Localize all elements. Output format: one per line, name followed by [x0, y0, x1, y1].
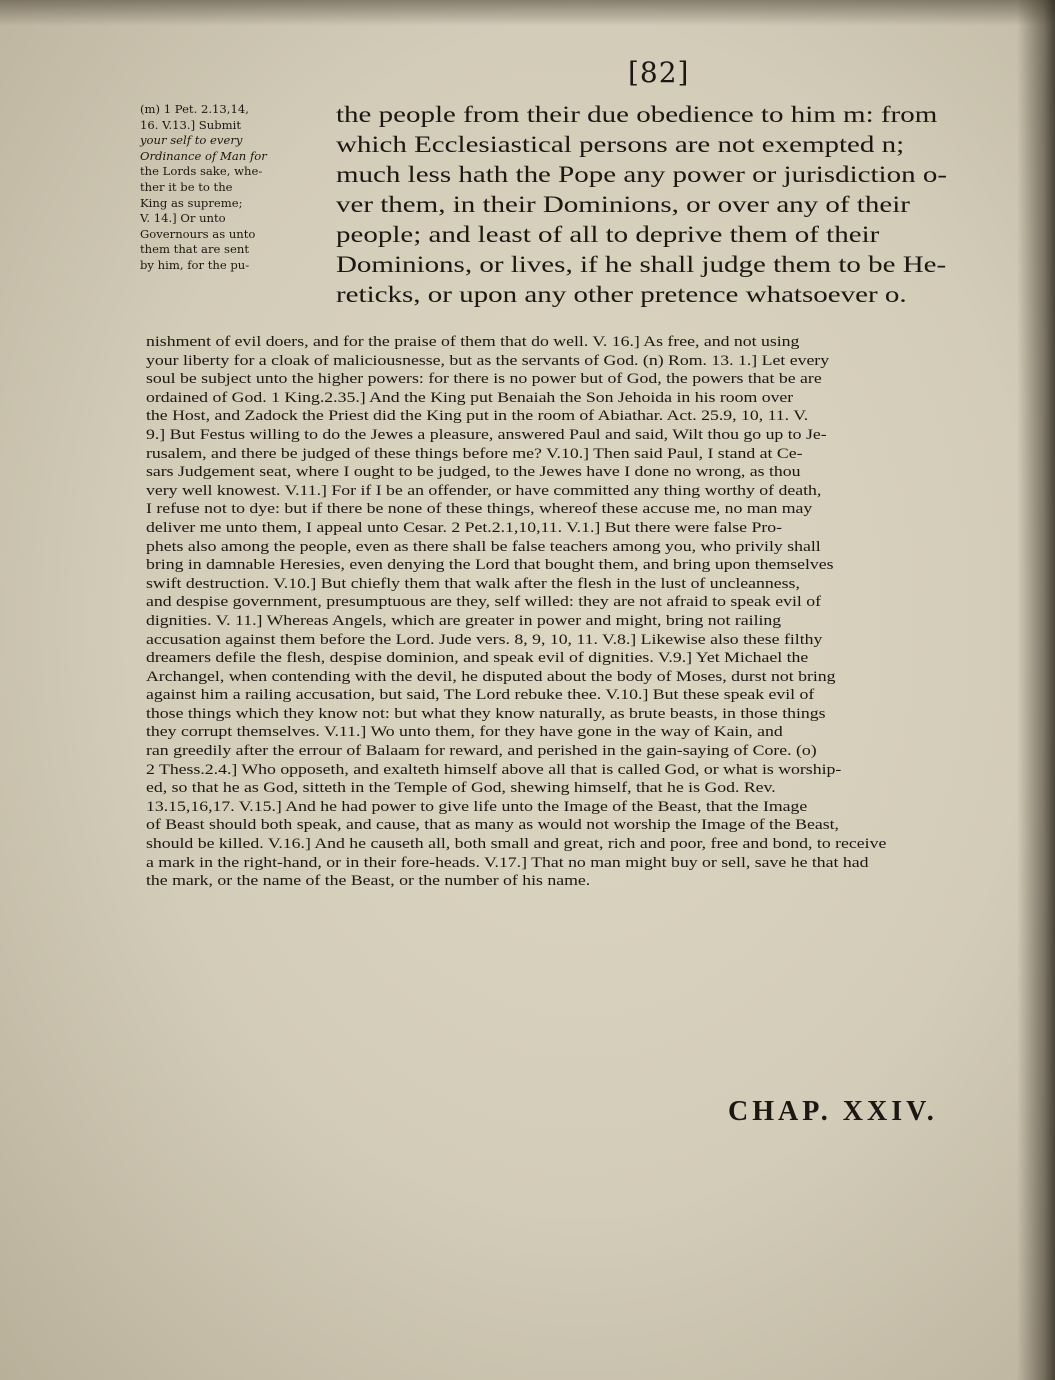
margin-note-line: the Lords sake, whe-	[140, 164, 263, 179]
margin-note	[140, 102, 328, 274]
footnote-line: accusation against them before the Lord. Jude vers. 8, 9, 10, 11. V.8.] Likewise also these filthy	[146, 631, 823, 648]
footnote-line: dreamers defile the flesh, despise dominion, and speak evil of dignities. V.9.] Yet Michael the	[146, 650, 809, 667]
footnote-line: should be killed. V.16.] And he causeth all, both small and great, rich and poor, free and bond, to receive	[146, 836, 887, 853]
margin-note-line: V. 14.] Or unto	[140, 211, 226, 226]
footnote-line: a mark in the right-hand, or in their fore-heads. V.17.] That no man might buy or sell, save he that had	[146, 854, 869, 871]
footnote-line: nishment of evil doers, and for the praise of them that do well. V. 16.] As free, and not using	[146, 334, 800, 350]
footnote-line: dignities. V. 11.] Whereas Angels, which are greater in power and might, bring not railing	[146, 612, 782, 629]
footnote-line: your liberty for a cloak of maliciousnesse, but as the servants of God. (n) Rom. 13. 1.] Let every	[146, 352, 830, 369]
margin-note-line: ther it be to the	[140, 179, 233, 194]
margin-note-line: Governours as unto	[140, 226, 256, 241]
main-text-block	[336, 100, 984, 310]
footnote-line: rusalem, and there be judged of these things before me? V.10.] Then said Paul, I stand at Ce-	[146, 445, 803, 462]
margin-note-line: (m) 1 Pet. 2.13,14,	[140, 102, 249, 116]
margin-note-line: them that are sent	[140, 242, 249, 257]
margin-note-line: 16. V.13.] Submit	[140, 117, 241, 132]
footnote-line: very well knowest. V.11.] For if I be an offender, or have committed any thing worthy of death,	[146, 482, 822, 499]
main-text-line: which Ecclesiastical persons are not exempted n;	[336, 132, 905, 158]
footnote-block	[146, 333, 992, 891]
main-text-line: the people from their due obedience to him m: from	[336, 102, 938, 128]
footnote-line: I refuse not to dye: but if there be none of these things, whereof these accuse me, no man may	[146, 501, 813, 518]
main-text-line: Dominions, or lives, if he shall judge them to be He-	[336, 252, 947, 278]
chapter-heading: CHAP. XXIV.	[728, 1096, 938, 1127]
footnote-line: and despise government, presumptuous are they, self willed: they are not afraid to speak evil of	[146, 594, 822, 611]
page-top-shadow	[0, 0, 1055, 26]
footnote-line: of Beast should both speak, and cause, that as many as would not worship the Image of the Beast,	[146, 817, 839, 834]
footnote-line: sars Judgement seat, where I ought to be judged, to the Jewes have I done no wrong, as thou	[146, 464, 801, 481]
main-text-line: people; and least of all to deprive them of their	[336, 222, 880, 248]
margin-note-line: by him, for the pu-	[140, 257, 250, 272]
footnote-line: ran greedily after the errour of Balaam for reward, and perished in the gain-saying of Core. (o)	[146, 743, 817, 760]
footnote-line: 9.] But Festus willing to do the Jewes a pleasure, answered Paul and said, Wilt thou go up to Je-	[146, 426, 827, 443]
footnote-line: swift destruction. V.10.] But chiefly them that walk after the flesh in the lust of uncleanness,	[146, 575, 800, 592]
margin-note-line: Ordinance of Man for	[140, 148, 267, 163]
footnote-line: bring in damnable Heresies, even denying the Lord that bought them, and bring upon themselves	[146, 557, 834, 574]
footnote-line: soul be subject unto the higher powers: for there is no power but of God, the powers that be are	[146, 371, 822, 388]
footnote-line: the Host, and Zadock the Priest did the King put in the room of Abiathar. Act. 25.9, 10, 11. V.	[146, 408, 809, 425]
footnote-line: they corrupt themselves. V.11.] Wo unto them, for they have gone in the way of Kain, and	[146, 724, 783, 741]
page-number: [82]	[628, 56, 690, 89]
footnote-line: deliver me unto them, I appeal unto Cesar. 2 Pet.2.1,10,11. V.1.] But there were false Pro-	[146, 519, 782, 536]
footnote-line: ordained of God. 1 King.2.35.] And the King put Benaiah the Son Jehoida in his room over	[146, 389, 794, 406]
footnote-line: 2 Thess.2.4.] Who opposeth, and exalteth himself above all that is called God, or what is worship-	[146, 761, 842, 778]
footnote-line: 13.15,16,17. V.15.] And he had power to give life unto the Image of the Beast, that the Image	[146, 798, 808, 815]
footnote-line: those things which they know not: but what they know naturally, as brute beasts, in those things	[146, 705, 826, 722]
margin-note-line: King as supreme;	[140, 195, 243, 210]
footnote-line: the mark, or the name of the Beast, or the number of his name.	[146, 873, 591, 890]
footnote-line: phets also among the people, even as there shall be false teachers among you, who privily shall	[146, 538, 821, 555]
footnote-line: against him a railing accusation, but said, The Lord rebuke thee. V.10.] But these speak evil of	[146, 687, 815, 704]
footnote-line: Archangel, when contending with the devil, he disputed about the body of Moses, durst not bring	[146, 668, 836, 685]
main-text-line: reticks, or upon any other pretence whatsoever o.	[336, 282, 907, 308]
main-text-line: ver them, in their Dominions, or over any of their	[336, 192, 910, 218]
footnote-line: ed, so that he as God, sitteth in the Temple of God, shewing himself, that he is God. Rev.	[146, 780, 776, 797]
margin-note-line: your self to every	[140, 133, 243, 148]
main-text-line: much less hath the Pope any power or jurisdiction o-	[336, 162, 947, 188]
